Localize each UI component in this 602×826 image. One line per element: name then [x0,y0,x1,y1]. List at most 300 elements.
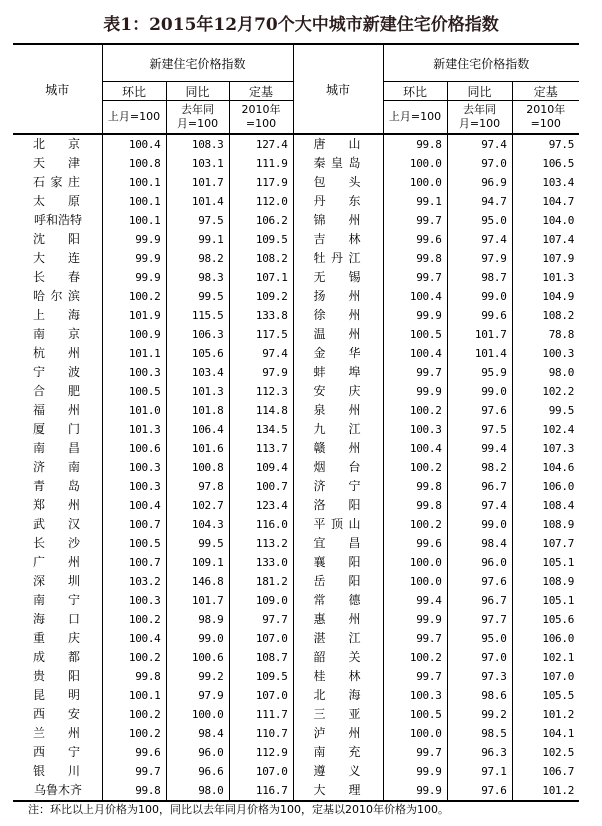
city-name: 南充 [313,745,361,759]
yoy-value: 108.3 [166,134,229,154]
mom-value: 99.7 [383,268,447,287]
table-row [13,724,579,743]
yoy-value: 99.6 [447,306,512,325]
yoy-value: 100.6 [166,648,229,667]
city-name: 湛江 [313,631,361,645]
yoy-value: 97.6 [447,401,512,420]
mom-value: 100.7 [102,553,166,572]
base-value: 109.5 [229,667,293,686]
mom-value: 100.4 [102,496,166,515]
base-value: 109.5 [229,230,293,249]
yoy-value: 98.9 [166,610,229,629]
table-row [13,496,579,515]
mom-value: 100.2 [383,515,447,534]
city-cell [293,154,383,173]
table-body [13,134,579,801]
base-value: 107.0 [229,762,293,781]
header-yoy-unit-cell [166,101,229,135]
mom-value: 100.2 [383,401,447,420]
base-value: 100.3 [512,344,579,363]
header-mom: 环比 [102,82,166,101]
yoy-value: 101.7 [166,591,229,610]
yoy-value: 95.9 [447,363,512,382]
city-cell [293,401,383,420]
table-row [13,610,579,629]
table-row [13,344,579,363]
base-value: 108.4 [512,496,579,515]
base-value: 133.0 [229,553,293,572]
yoy-value: 97.4 [447,496,512,515]
yoy-value: 98.5 [447,724,512,743]
mom-value: 99.6 [383,534,447,553]
table-row [13,420,579,439]
table-row [13,458,579,477]
city-name: 银川 [33,764,80,778]
city-cell [293,686,383,705]
mom-value: 100.2 [102,724,166,743]
city-name: 九江 [313,422,361,436]
yoy-value: 101.7 [166,173,229,192]
city-cell [13,363,102,382]
city-cell [293,344,383,363]
mom-value: 100.4 [102,134,166,154]
yoy-value: 115.5 [166,306,229,325]
city-cell [293,134,383,154]
base-value: 117.9 [229,173,293,192]
city-cell [293,173,383,192]
yoy-value: 99.2 [447,705,512,724]
city-cell [13,610,102,629]
base-value: 105.1 [512,591,579,610]
city-name: 扬州 [313,289,361,303]
base-value: 112.9 [229,743,293,762]
table-row [13,401,579,420]
city-cell [13,553,102,572]
table-row [13,306,579,325]
city-name: 大连 [33,251,80,265]
yoy-value: 98.6 [447,686,512,705]
yoy-value: 146.8 [166,572,229,591]
mom-value: 99.1 [383,192,447,211]
yoy-value: 95.0 [447,211,512,230]
city-cell [13,249,102,268]
mom-value: 99.6 [102,743,166,762]
yoy-value: 99.1 [166,230,229,249]
base-value: 97.5 [512,134,579,154]
header-mom-unit-cell [102,101,166,135]
city-cell [13,667,102,686]
city-name: 合肥 [33,384,80,398]
table-row [13,553,579,572]
yoy-value: 101.3 [166,382,229,401]
header-base-unit: 2010年=100 [526,103,566,130]
yoy-value: 96.9 [447,173,512,192]
yoy-value: 97.1 [447,762,512,781]
yoy-value: 97.5 [447,420,512,439]
city-cell [293,781,383,801]
city-name: 深圳 [33,574,80,588]
mom-value: 100.2 [102,287,166,306]
city-name: 北京 [33,137,80,151]
base-value: 97.9 [229,363,293,382]
mom-value: 100.5 [383,325,447,344]
mom-value: 100.1 [102,211,166,230]
header-city: 城市 [293,44,383,134]
base-value: 106.2 [229,211,293,230]
yoy-value: 94.7 [447,192,512,211]
base-value: 106.0 [512,477,579,496]
city-cell [13,781,102,801]
city-cell [293,287,383,306]
city-cell [13,648,102,667]
base-value: 100.7 [229,477,293,496]
yoy-value: 98.3 [166,268,229,287]
city-name: 杭州 [33,346,80,360]
base-value: 108.9 [512,515,579,534]
header-group: 新建住宅价格指数 [102,44,293,82]
city-cell [13,762,102,781]
base-value: 104.1 [512,724,579,743]
yoy-value: 98.2 [447,458,512,477]
header-city: 城市 [13,44,102,134]
base-value: 98.0 [512,363,579,382]
city-name: 大理 [313,783,361,797]
city-cell [293,192,383,211]
mom-value: 99.7 [383,667,447,686]
table-row [13,781,579,801]
base-value: 108.2 [512,306,579,325]
mom-value: 100.3 [102,363,166,382]
city-cell [13,192,102,211]
mom-value: 100.5 [102,534,166,553]
header-mom: 环比 [383,82,447,101]
base-value: 181.2 [229,572,293,591]
yoy-value: 99.0 [447,382,512,401]
city-name: 北海 [313,688,361,702]
price-index-table [13,43,579,802]
city-cell [293,306,383,325]
city-name: 上海 [33,308,80,322]
mom-value: 100.5 [383,705,447,724]
yoy-value: 97.9 [447,249,512,268]
city-cell [293,325,383,344]
yoy-value: 99.4 [447,439,512,458]
yoy-value: 98.7 [447,268,512,287]
mom-value: 100.0 [383,724,447,743]
header-yoy-unit: 去年同月=100 [458,103,501,130]
base-value: 127.4 [229,134,293,154]
city-name: 洛阳 [313,498,361,512]
base-value: 111.7 [229,705,293,724]
city-cell [13,496,102,515]
header-base-unit-cell [229,101,293,135]
yoy-value: 97.0 [447,154,512,173]
city-name: 哈尔滨 [33,289,80,303]
city-name: 金华 [313,346,361,360]
yoy-value: 101.7 [447,325,512,344]
base-value: 116.0 [229,515,293,534]
yoy-value: 97.6 [447,572,512,591]
city-name: 呼和浩特 [33,213,82,227]
mom-value: 100.3 [102,591,166,610]
city-cell [13,325,102,344]
mom-value: 100.8 [102,154,166,173]
city-cell [13,534,102,553]
mom-value: 101.0 [102,401,166,420]
base-value: 102.4 [512,420,579,439]
city-name: 宜昌 [313,536,361,550]
base-value: 109.0 [229,591,293,610]
city-name: 西安 [33,707,80,721]
city-name: 泉州 [313,403,361,417]
base-value: 134.5 [229,420,293,439]
city-name: 温州 [313,327,361,341]
base-value: 97.7 [229,610,293,629]
city-cell [293,382,383,401]
city-name: 安庆 [313,384,361,398]
city-name: 厦门 [33,422,80,436]
city-cell [293,363,383,382]
table-row [13,762,579,781]
header-base-unit-cell [512,101,579,135]
yoy-value: 98.2 [166,249,229,268]
city-cell [13,306,102,325]
base-value: 106.0 [512,629,579,648]
city-name: 沈阳 [33,232,80,246]
city-cell [293,553,383,572]
city-cell [293,648,383,667]
yoy-value: 97.0 [447,648,512,667]
city-cell [13,382,102,401]
mom-value: 99.9 [102,230,166,249]
mom-value: 100.2 [102,705,166,724]
city-cell [13,401,102,420]
base-value: 112.0 [229,192,293,211]
city-name: 长春 [33,270,80,284]
city-name: 宁波 [33,365,80,379]
yoy-value: 100.8 [166,458,229,477]
header-mom-unit: 上月=100 [107,110,161,123]
yoy-value: 101.4 [447,344,512,363]
city-cell [293,667,383,686]
yoy-value: 98.4 [447,534,512,553]
table-row [13,591,579,610]
mom-value: 100.9 [102,325,166,344]
city-name: 贵阳 [33,669,80,683]
city-name: 石家庄 [33,175,80,189]
base-value: 99.5 [512,401,579,420]
base-value: 113.7 [229,439,293,458]
footnote: 注：环比以上月价格为100，同比以去年同月价格为100，定基以2010年价格为100。 [28,803,449,816]
mom-value: 99.4 [383,591,447,610]
city-cell [13,591,102,610]
mom-value: 99.9 [383,610,447,629]
city-name: 济宁 [313,479,361,493]
table-row [13,287,579,306]
mom-value: 99.8 [383,477,447,496]
header-group: 新建住宅价格指数 [383,44,579,82]
yoy-value: 99.0 [447,515,512,534]
mom-value: 99.9 [383,762,447,781]
city-cell [13,268,102,287]
base-value: 110.7 [229,724,293,743]
city-name: 常德 [313,593,361,607]
mom-value: 99.9 [383,382,447,401]
mom-value: 99.9 [102,249,166,268]
city-cell [293,572,383,591]
mom-value: 100.5 [102,382,166,401]
mom-value: 100.1 [102,686,166,705]
base-value: 106.7 [512,762,579,781]
base-value: 104.6 [512,458,579,477]
base-value: 102.2 [512,382,579,401]
table-row [13,230,579,249]
table-row [13,534,579,553]
city-name: 烟台 [313,460,361,474]
city-name: 长沙 [33,536,80,550]
table-row [13,325,579,344]
yoy-value: 104.3 [166,515,229,534]
city-cell [13,211,102,230]
table-row [13,743,579,762]
yoy-value: 109.1 [166,553,229,572]
table-row [13,667,579,686]
mom-value: 99.7 [383,743,447,762]
city-name: 郑州 [33,498,80,512]
city-name: 乌鲁木齐 [33,783,82,797]
yoy-value: 96.0 [447,553,512,572]
table-row [13,211,579,230]
base-value: 107.4 [512,230,579,249]
city-cell [13,724,102,743]
base-value: 108.2 [229,249,293,268]
city-name: 泸州 [313,726,361,740]
header-yoy: 同比 [447,82,512,101]
yoy-value: 97.6 [447,781,512,801]
yoy-value: 102.7 [166,496,229,515]
city-cell [293,762,383,781]
city-cell [293,724,383,743]
mom-value: 100.3 [102,458,166,477]
city-name: 韶关 [313,650,361,664]
mom-value: 99.8 [383,249,447,268]
city-name: 徐州 [313,308,361,322]
mom-value: 101.3 [102,420,166,439]
mom-value: 100.2 [383,458,447,477]
city-cell [293,515,383,534]
yoy-value: 99.5 [166,287,229,306]
mom-value: 100.1 [102,192,166,211]
table-row [13,705,579,724]
table-row [13,686,579,705]
mom-value: 99.8 [102,667,166,686]
base-value: 107.1 [229,268,293,287]
city-cell [293,629,383,648]
city-cell [13,134,102,154]
base-value: 108.7 [229,648,293,667]
base-value: 101.2 [512,705,579,724]
base-value: 114.8 [229,401,293,420]
city-cell [293,591,383,610]
city-name: 南京 [33,327,80,341]
city-name: 无锡 [313,270,361,284]
city-name: 丹东 [313,194,361,208]
base-value: 107.0 [229,686,293,705]
base-value: 123.4 [229,496,293,515]
header-mom-unit-cell [383,101,447,135]
base-value: 78.8 [512,325,579,344]
table-title: 表1：2015年12月70个大中城市新建住宅价格指数 [103,15,499,35]
table-row [13,154,579,173]
yoy-value: 96.0 [166,743,229,762]
mom-value: 100.2 [102,648,166,667]
city-cell [293,458,383,477]
city-cell [293,610,383,629]
city-name: 遵义 [313,764,361,778]
mom-value: 100.4 [383,439,447,458]
city-cell [293,420,383,439]
header-mom-unit: 上月=100 [388,110,442,123]
city-name: 桂林 [313,669,361,683]
mom-value: 99.8 [102,781,166,801]
yoy-value: 103.1 [166,154,229,173]
base-value: 107.3 [512,439,579,458]
base-value: 116.7 [229,781,293,801]
city-cell [13,287,102,306]
city-cell [293,496,383,515]
table-row [13,192,579,211]
city-cell [13,154,102,173]
city-name: 惠州 [313,612,361,626]
mom-value: 99.8 [383,496,447,515]
mom-value: 100.2 [383,648,447,667]
mom-value: 100.2 [102,610,166,629]
city-name: 济南 [33,460,80,474]
mom-value: 100.4 [383,287,447,306]
base-value: 101.3 [512,268,579,287]
city-cell [13,515,102,534]
city-name: 海口 [33,612,80,626]
city-cell [293,705,383,724]
city-cell [13,629,102,648]
city-name: 蚌埠 [313,365,361,379]
city-cell [13,743,102,762]
yoy-value: 96.7 [447,477,512,496]
city-cell [293,249,383,268]
city-cell [13,420,102,439]
table-row [13,173,579,192]
yoy-value: 96.7 [447,591,512,610]
header-base-unit: 2010年=100 [241,103,281,130]
base-value: 105.5 [512,686,579,705]
mom-value: 100.4 [383,344,447,363]
yoy-value: 98.0 [166,781,229,801]
mom-value: 99.9 [102,268,166,287]
base-value: 109.4 [229,458,293,477]
mom-value: 100.0 [383,572,447,591]
base-value: 103.4 [512,173,579,192]
yoy-value: 99.5 [166,534,229,553]
yoy-value: 106.3 [166,325,229,344]
city-name: 襄阳 [313,555,361,569]
yoy-value: 101.8 [166,401,229,420]
base-value: 107.0 [229,629,293,648]
header-base: 定基 [229,82,293,101]
mom-value: 99.7 [102,762,166,781]
city-name: 秦皇岛 [313,156,361,170]
base-value: 112.3 [229,382,293,401]
table-row [13,363,579,382]
